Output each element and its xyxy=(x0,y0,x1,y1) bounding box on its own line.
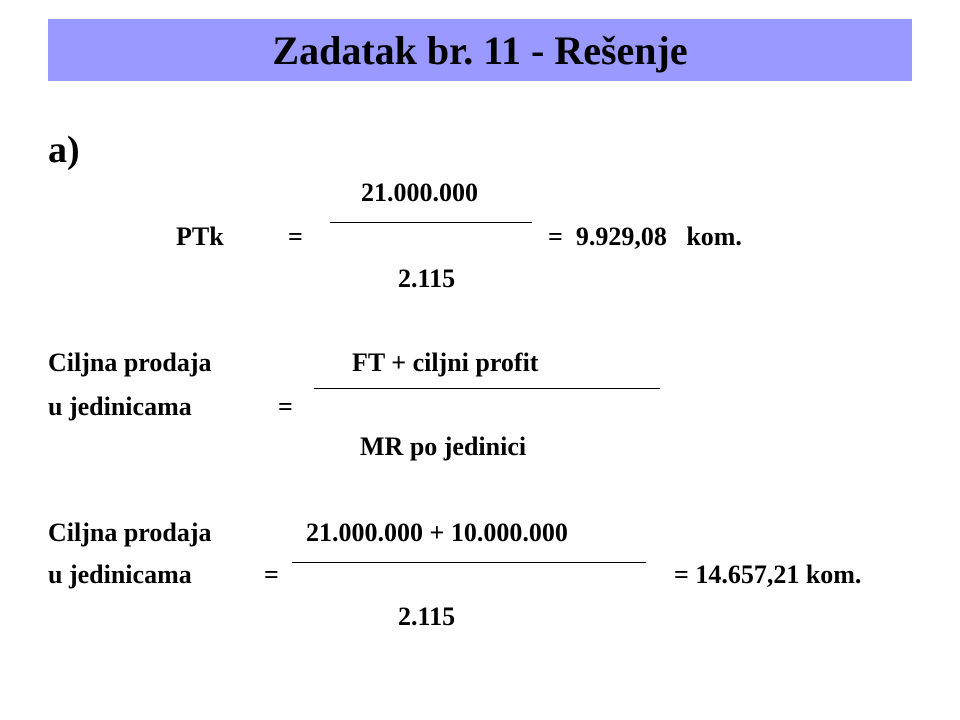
numeric-denominator: 2.115 xyxy=(398,602,456,631)
ptk-denominator: 2.115 xyxy=(398,264,456,293)
ptk-result: = 9.929,08 kom. xyxy=(548,222,742,251)
title-bar xyxy=(48,19,912,81)
ptk-label: PTk xyxy=(176,222,224,251)
ptk-numerator: 21.000.000 xyxy=(361,178,478,207)
general-label-line2: u jedinicama xyxy=(48,392,192,421)
ptk-equals: = xyxy=(288,222,303,251)
general-equals: = xyxy=(278,392,293,421)
ptk-fraction-line xyxy=(330,222,532,223)
numeric-label-line2: u jedinicama xyxy=(48,560,192,589)
numeric-fraction-line xyxy=(292,562,646,563)
general-denominator: MR po jedinici xyxy=(360,432,527,461)
general-label-line1: Ciljna prodaja xyxy=(48,348,212,377)
general-numerator: FT + ciljni profit xyxy=(352,348,539,377)
numeric-equals: = xyxy=(264,560,279,589)
section-label: a) xyxy=(48,129,80,171)
slide-title: Zadatak br. 11 - Rešenje xyxy=(272,28,688,73)
numeric-result: = 14.657,21 kom. xyxy=(674,560,862,589)
numeric-label-line1: Ciljna prodaja xyxy=(48,518,212,547)
general-fraction-line xyxy=(314,388,660,389)
numeric-numerator: 21.000.000 + 10.000.000 xyxy=(306,518,568,547)
